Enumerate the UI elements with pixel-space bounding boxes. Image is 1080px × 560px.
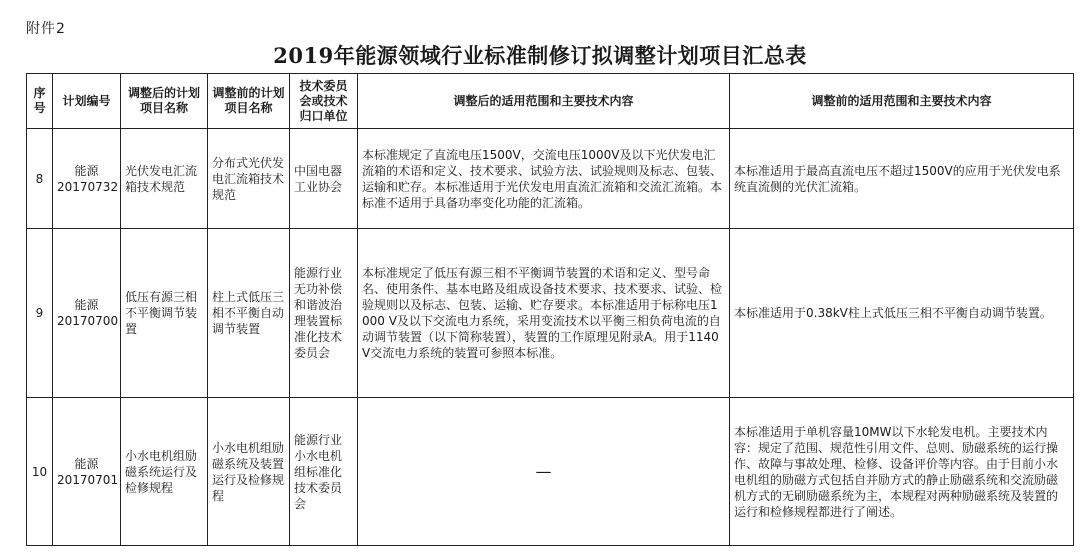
row-name-after: 低压有源三相不平衡调节装置 <box>121 229 208 398</box>
page-title: 2019年能源领域行业标准制修订拟调整计划项目汇总表 <box>273 43 807 68</box>
header-name-before: 调整前的计划项目名称 <box>208 74 290 129</box>
row-name-after: 光伏发电汇流箱技术规范 <box>121 129 208 229</box>
header-scope-after: 调整后的适用范围和主要技术内容 <box>358 74 730 129</box>
row-name-before: 分布式光伏发电汇流箱技术规范 <box>208 129 290 229</box>
row-seq: 10 <box>27 398 53 546</box>
plan-prefix: 能源 <box>74 163 99 178</box>
row-plan-no <box>53 129 121 229</box>
row-name-before: 小水电机组励磁系统及装置运行及检修规程 <box>208 398 290 546</box>
plan-number: 20170732 <box>57 179 119 194</box>
row-scope-before: 本标准适用于0.38kV柱上式低压三相不平衡自动调节装置。 <box>730 229 1074 398</box>
row-plan-no <box>53 398 121 546</box>
standards-table <box>26 73 1074 546</box>
row-scope-before: 本标准适用于单机容量10MW以下水轮发电机。主要技术内容：规定了范围、规范性引用文件、总则、励磁系统的运行操作、故障与事故处理、检修、设备评价等内容。由于目前小水电机组的励磁方式包括自并励方式的静止励磁系统和交流励磁机方式的无刷励磁系统为主，本规程对两种励磁系统及装置的运行和检修规程都进行了阐述。 <box>730 398 1074 546</box>
row-name-after: 小水电机组励磁系统运行及检修规程 <box>121 398 208 546</box>
row-name-before: 柱上式低压三相不平衡自动调节装置 <box>208 229 290 398</box>
row-scope-after: 本标准规定了低压有源三相不平衡调节装置的术语和定义、型号命名、使用条件、基本电路及组成设备技术要求、技术要求、试验、检验规则以及标志、包装、运输、贮存要求。本标准适用于标称电压1 000 V及以下交流电力系统，采用变流技术以平衡三相负荷电流的自动调节装置（以下简称装置），装置的工作原理见附录A。用于1140 V交流电力系统的装置可参照本标准。 <box>358 229 730 398</box>
table-row <box>27 398 1074 546</box>
header-committee: 技术委员会或技术归口单位 <box>290 74 358 129</box>
row-scope-after: — <box>358 398 730 546</box>
plan-number: 20170701 <box>57 472 119 487</box>
row-committee: 中国电器工业协会 <box>290 129 358 229</box>
attachment-label: 附件2 <box>26 21 66 37</box>
row-committee: 能源行业无功补偿和谐波治理装置标准化技术委员会 <box>290 229 358 398</box>
header-scope-before: 调整前的适用范围和主要技术内容 <box>730 74 1074 129</box>
row-seq: 8 <box>27 129 53 229</box>
header-plan-no: 计划编号 <box>53 74 121 129</box>
header-seq: 序号 <box>27 74 53 129</box>
plan-prefix: 能源 <box>74 298 99 312</box>
row-scope-before: 本标准适用于最高直流电压不超过1500V的应用于光伏发电系统直流侧的光伏汇流箱。 <box>730 129 1074 229</box>
row-committee: 能源行业小水电机组标准化技术委员会 <box>290 398 358 546</box>
plan-number: 20170700 <box>57 314 119 328</box>
table-row <box>27 229 1074 398</box>
table-header-row <box>27 74 1074 129</box>
row-scope-after: 本标准规定了直流电压1500V，交流电压1000V及以下光伏发电汇流箱的术语和定义、技术要求、试验方法、试验规则及标志、包装、运输和贮存。本标准适用于光伏发电用直流汇流箱和交流汇流箱。本标准不适用于具备功率变化功能的汇流箱。 <box>358 129 730 229</box>
plan-prefix: 能源 <box>74 456 99 471</box>
row-seq: 9 <box>27 229 53 398</box>
table-row <box>27 129 1074 229</box>
row-plan-no <box>53 229 121 398</box>
header-name-after: 调整后的计划项目名称 <box>121 74 208 129</box>
